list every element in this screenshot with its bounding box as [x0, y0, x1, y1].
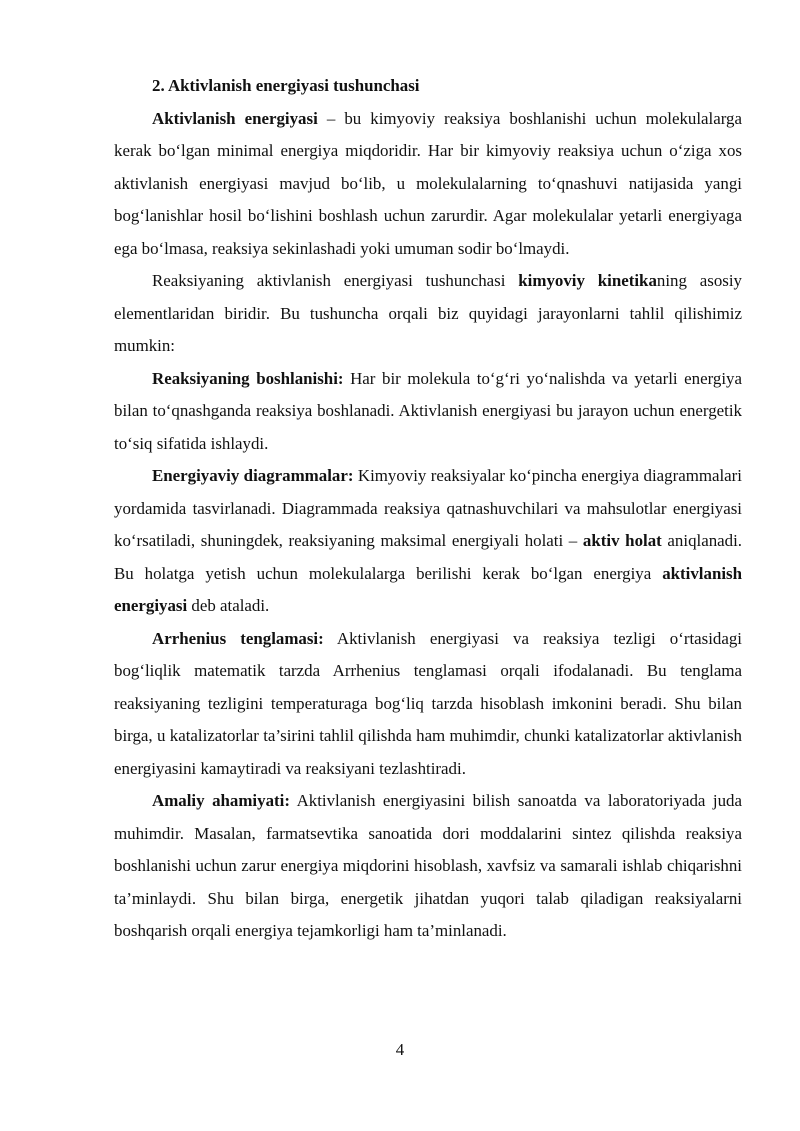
paragraph-text: aniqlanadi. Bu holatga yetish uchun molekulalarga berilishi kerak bo‘lgan energiya [114, 531, 743, 583]
term-bold: Reaksiyaning boshlanishi: [152, 368, 344, 388]
term-bold: aktiv holat [582, 531, 662, 550]
paragraph-text: Har bir molekula to‘g‘ri yo‘nalishda va yetarli energiya bilan to‘qnashganda reaksiya boshlanadi. Aktivlanish energiyasi bu jarayon uchun energetik to‘siq sifatida ishlaydi. [114, 368, 742, 453]
term-bold: Arrhenius tenglamasi: [152, 628, 324, 648]
term-bold: Energiyaviy diagrammalar: [152, 466, 354, 485]
paragraph-text: Reaksiyaning aktivlanish energiyasi tushunchasi [152, 271, 519, 290]
section-heading: 2. Aktivlanish energiyasi tushunchasi [152, 76, 420, 95]
paragraph-text: deb ataladi. [187, 596, 270, 615]
paragraph-text: Aktivlanish energiyasini bilish sanoatda va laboratoriyada juda muhimdir. Masalan, farmatsevtika sanoatida dori moddalarini sintez qilishda reaksiya boshlanishi uchun zarur energiya miqdorini hisoblash, xavfsiz va samarali ishlab chiqarishni ta’minlaydi. Shu bilan birga, energetik jihatdan yuqori talab qiladigan reaksiyalarni boshqarish orqali energiya tejamkorligi ham ta’minlanadi. [114, 791, 743, 940]
term-bold: Amaliy ahamiyati: [152, 791, 290, 810]
term-bold: Aktivlanish energiyasi [152, 108, 318, 128]
page-content [114, 70, 742, 948]
paragraph-definition [114, 103, 742, 266]
paragraph-text: ning asosiy elementlaridan biridir. Bu tushuncha orqali biz quyidagi jarayonlarni tahlil qilishimiz mumkin: [114, 271, 742, 355]
paragraph-arrhenius [114, 623, 742, 786]
term-bold: aktivlanish energiyasi [114, 563, 742, 615]
paragraph-energy-diagrams [114, 460, 742, 623]
term-bold: kimyoviy kinetika [518, 271, 657, 290]
paragraph-reaction-start [114, 363, 742, 461]
paragraph-text: Aktivlanish energiyasi va reaksiya tezligi o‘rtasidagi bog‘liqlik matematik tarzda Arrhenius tenglamasi orqali ifodalanadi. Bu tenglama reaksiyaning tezligini temperaturaga bog‘liq tarzda hisoblash imkonini beradi. Shu bilan birga, u katalizatorlar ta’sirini tahlil qilishda ham muhimdir, chunki katalizatorlar aktivlanish energiyasini kamaytiradi va reaksiyani tezlashtiradi. [114, 628, 742, 778]
paragraph-text: Kimyoviy reaksiyalar ko‘pincha energiya diagrammalari yordamida tasvirlanadi. Diagrammada reaksiya qatnashuvchilari va mahsulotlar energiyasi ko‘rsatiladi, shuningdek, reaksiyaning maksimal energiyali holati – [114, 466, 742, 550]
paragraph-practical [114, 785, 742, 948]
paragraph-text: – bu kimyoviy reaksiya boshlanishi uchun molekulalarga kerak bo‘lgan minimal energiya miqdoridir. Har bir kimyoviy reaksiya uchun o‘ziga xos aktivlanish energiyasi mavjud bo‘lib, u molekulalarning to‘qnashuvi natijasida yangi bog‘lanishlar hosil bo‘lishini boshlash uchun zarurdir. Agar molekulalar yetarli energiyaga ega bo‘lmasa, reaksiya sekinlashadi yoki umuman sodir bo‘lmaydi. [114, 108, 742, 258]
page-number: 4 [395, 1040, 405, 1059]
paragraph-kinetics [114, 265, 742, 363]
